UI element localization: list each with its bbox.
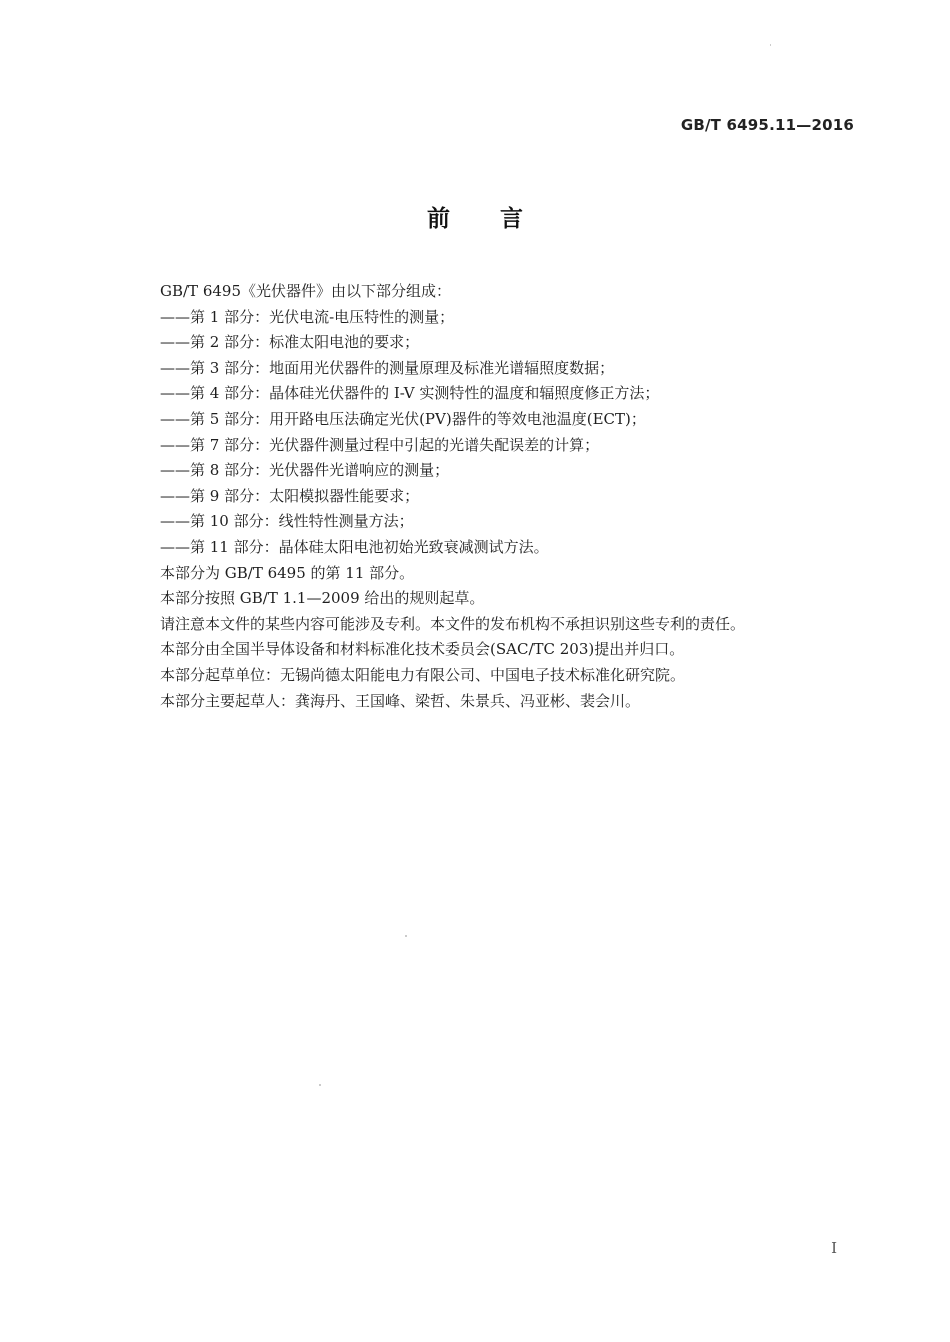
part-list-item: ——第 11 部分：晶体硅太阳电池初始光致衰减测试方法。 [160,537,549,556]
title-char-2: 言 [500,206,523,232]
body-paragraph: 本部分按照 GB/T 1.1—2009 给出的规则起草。 [160,589,485,608]
body-paragraph: 请注意本文件的某些内容可能涉及专利。本文件的发布机构不承担识别这些专利的责任。 [160,614,746,633]
scan-speck [770,44,771,46]
part-list-item: ——第 9 部分：太阳模拟器性能要求； [160,486,420,505]
part-list-item: ——第 1 部分：光伏电流-电压特性的测量； [160,307,455,326]
body-paragraph: 本部分由全国半导体设备和材料标准化技术委员会(SAC/TC 203)提出并归口。 [160,640,685,659]
body-paragraph: 本部分为 GB/T 6495 的第 11 部分。 [160,563,415,582]
page-number: I [831,1239,837,1257]
part-list-item: ——第 7 部分：光伏器件测量过程中引起的光谱失配误差的计算； [160,435,600,454]
body-paragraph: 本部分起草单位：无锡尚德太阳能电力有限公司、中国电子技术标准化研究院。 [160,665,686,684]
intro-paragraph: GB/T 6495《光伏器件》由以下部分组成： [160,282,452,300]
part-list-item: ——第 8 部分：光伏器件光谱响应的测量； [160,461,450,480]
part-list-item: ——第 5 部分：用开路电压法确定光伏(PV)器件的等效电池温度(ECT)； [160,409,646,428]
standard-number: GB/T 6495.11—2016 [680,116,854,134]
foreword-body [160,279,850,714]
scan-speck [405,935,407,937]
part-list-item: ——第 10 部分：线性特性测量方法； [160,512,414,531]
page-title [0,200,950,233]
scan-speck [319,1084,321,1086]
part-list-item: ——第 3 部分：地面用光伏器件的测量原理及标准光谱辐照度数据； [160,358,615,377]
body-paragraph: 本部分主要起草人：龚海丹、王国峰、梁哲、朱景兵、冯亚彬、裴会川。 [160,691,641,710]
part-list-item: ——第 2 部分：标准太阳电池的要求； [160,333,420,352]
part-list-item: ——第 4 部分：晶体硅光伏器件的 I-V 实测特性的温度和辐照度修正方法； [160,384,660,403]
title-char-1: 前 [427,206,450,232]
